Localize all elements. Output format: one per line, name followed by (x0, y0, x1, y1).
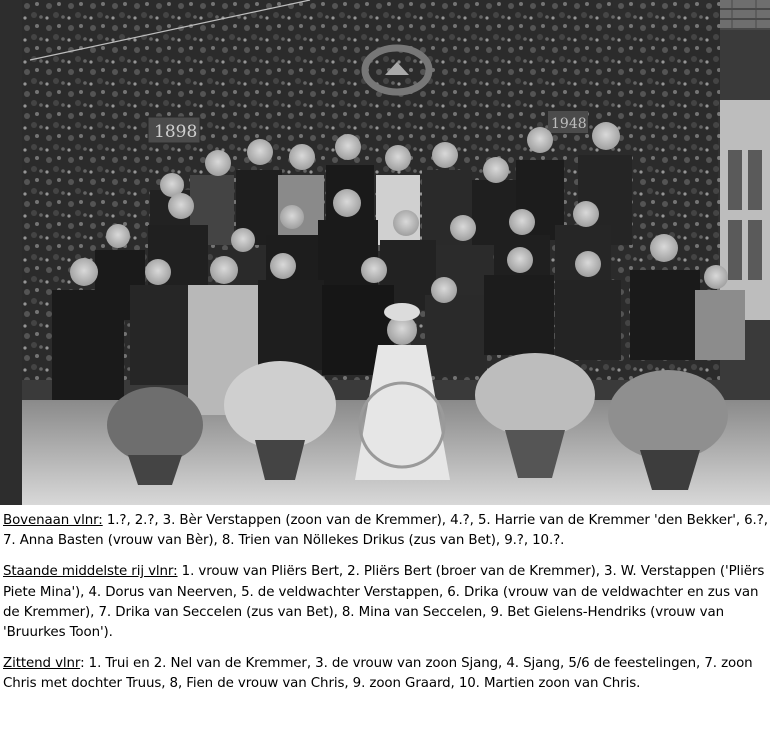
caption-top-row (3, 511, 768, 551)
window-frame (718, 100, 770, 320)
caption-middle-row-heading: Staande middelste rij vlnr: (3, 564, 178, 580)
caption-middle-row (3, 562, 768, 643)
caption-seated-row-heading: Zittend vlnr (3, 656, 81, 672)
caption-seated-row-text: : 1. Trui en 2. Nel van de Kremmer, 3. de vrouw van zoon Sjang, 4. Sjang, 5/6 de feestelingen, 7. zoon Chris met dochter Truus, 8, Fien de vrouw van Chris, 9. zoon Graard, 10. Martien zoon van Chris. (3, 656, 753, 692)
plaque-right-text: 1948 (551, 116, 587, 132)
plaque-left-text: 1898 (154, 122, 198, 142)
caption-middle-row-text: 1. vrouw van Pliërs Bert, 2. Pliërs Bert (broer van de Kremmer), 3. W. Verstappen ('Pliërs Piete Mina'), 4. Dorus van Neerven, 5. de veldwachter Verstappen, 6. Drika (vrouw van de veldwachter en zus van de Kremmer), 7. Drika van Seccelen (zus van Bet), 8. Mina van Seccelen, 9. Bet Gielens-Hendriks (vrouw van 'Bruurkes Toon'). (3, 564, 765, 641)
caption-seated-row (3, 654, 768, 694)
caption-top-row-text: 1.?, 2.?, 3. Bèr Verstappen (zoon van de Kremmer), 4.?, 5. Harrie van de Kremmer 'den Bekker', 6.?, 7. Anna Basten (vrouw van Bèr), 8. Trien van Nöllekes Drikus (zus van Bet), 9.?, 10.?. (3, 513, 768, 549)
photo-caption (3, 511, 768, 706)
caption-top-row-heading: Bovenaan vlnr: (3, 513, 103, 528)
